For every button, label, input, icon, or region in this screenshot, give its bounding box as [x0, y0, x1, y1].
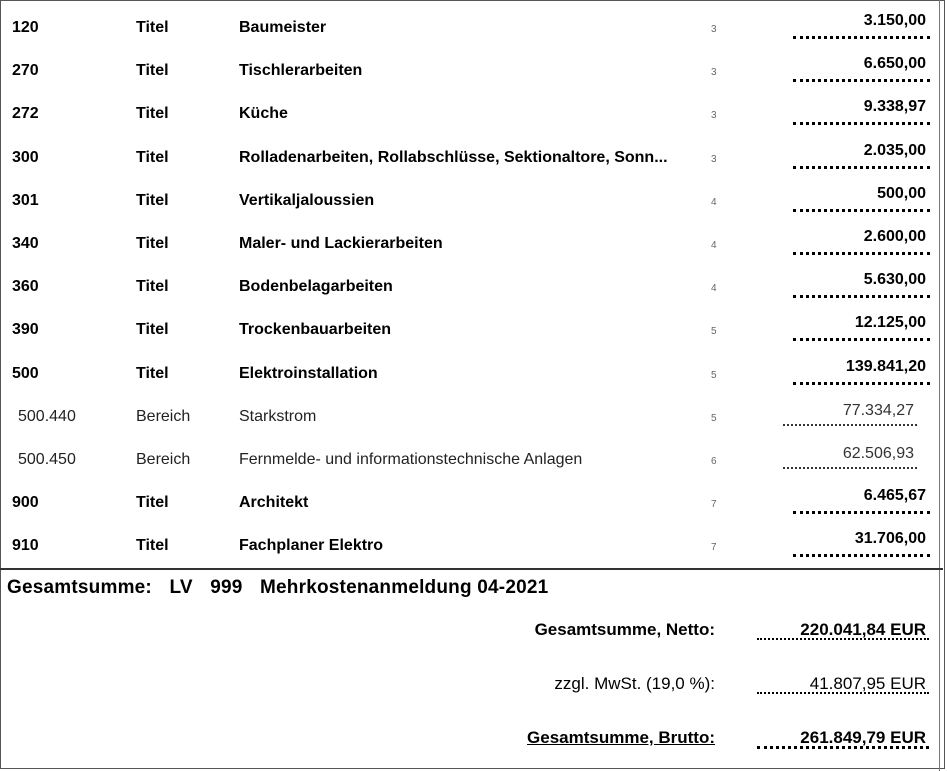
table-row: [0, 224, 940, 267]
row-amount: 6.650,00: [863, 55, 926, 73]
row-page: 6: [711, 456, 717, 467]
row-amount: 62.506,93: [842, 445, 914, 462]
table-row: [0, 51, 940, 94]
row-type: Titel: [136, 148, 169, 166]
row-type: Bereich: [136, 451, 191, 468]
row-name: Architekt: [239, 494, 309, 512]
table-row: [0, 94, 940, 137]
row-type: Titel: [136, 62, 169, 80]
table-row: [0, 440, 940, 483]
mwst-dots: [757, 692, 929, 694]
table-row: [0, 397, 940, 440]
row-page: 4: [711, 196, 717, 208]
row-number: 300: [12, 148, 39, 166]
brutto-value: 261.849,79 EUR: [800, 728, 926, 747]
row-number: 120: [12, 19, 39, 36]
netto-dots: [757, 638, 929, 640]
row-name: Tischlerarbeiten: [239, 62, 363, 80]
row-name: Küche: [239, 105, 288, 123]
summary-heading-lv: LV: [169, 577, 193, 598]
row-type: Titel: [136, 364, 169, 382]
row-number: 360: [12, 278, 39, 296]
row-type: Titel: [136, 191, 169, 209]
summary-heading: [7, 577, 560, 599]
netto-label: Gesamtsumme, Netto:: [534, 620, 715, 639]
amount-dots: [793, 166, 930, 169]
amount-dots: [793, 36, 930, 39]
row-page: 5: [711, 326, 717, 338]
row-type: Titel: [136, 235, 169, 252]
amount-dots: [793, 382, 930, 385]
row-amount: 31.706,00: [854, 530, 926, 548]
row-page: 7: [711, 499, 717, 511]
table-row: [0, 526, 940, 569]
table-row: [0, 8, 940, 51]
row-name: Bodenbelagarbeiten: [239, 278, 393, 296]
row-number: 500.440: [18, 407, 76, 425]
brutto-dots: [757, 746, 929, 749]
row-page: 3: [711, 24, 717, 35]
row-page: 5: [711, 369, 717, 381]
row-amount: 12.125,00: [854, 314, 926, 332]
amount-dots: [793, 554, 930, 557]
row-page: 3: [711, 67, 717, 79]
mwst-value: 41.807,95 EUR: [809, 674, 926, 693]
row-number: 500.450: [18, 451, 76, 468]
summary-heading-number: 999: [210, 577, 243, 598]
row-type: Titel: [136, 494, 169, 512]
amount-dots: [783, 424, 917, 426]
table-row: [0, 310, 940, 353]
row-number: 272: [12, 105, 39, 123]
table-row: [0, 267, 940, 310]
row-amount: 77.334,27: [842, 401, 914, 419]
row-page: 4: [711, 240, 717, 251]
row-number: 340: [12, 235, 39, 252]
table-row: [0, 354, 940, 397]
row-amount: 6.465,67: [863, 487, 926, 505]
summary-divider: [0, 568, 943, 570]
row-number: 500: [12, 364, 39, 382]
mwst-label: zzgl. MwSt. (19,0 %):: [554, 674, 715, 693]
row-amount: 2.035,00: [863, 141, 926, 159]
row-number: 390: [12, 321, 39, 339]
row-number: 301: [12, 191, 39, 209]
row-page: 3: [711, 110, 717, 122]
amount-dots: [793, 79, 930, 82]
amount-dots: [793, 338, 930, 341]
row-name: Rolladenarbeiten, Rollabschlüsse, Sektionaltore, Sonn...: [239, 148, 668, 166]
row-page: 5: [711, 412, 717, 424]
row-amount: 9.338,97: [863, 98, 926, 116]
row-amount: 3.150,00: [863, 12, 926, 29]
row-name: Vertikaljaloussien: [239, 191, 375, 209]
row-name: Baumeister: [239, 19, 327, 36]
row-number: 270: [12, 62, 39, 80]
row-type: Bereich: [136, 407, 191, 425]
row-page: 4: [711, 283, 717, 295]
summary-heading-label: Gesamtsumme:: [7, 577, 152, 598]
row-name: Fernmelde- und informationstechnische Anlagen: [239, 451, 583, 468]
amount-dots: [793, 295, 930, 298]
amount-dots: [783, 467, 917, 469]
row-type: Titel: [136, 19, 169, 36]
table-row: [0, 483, 940, 526]
row-name: Elektroinstallation: [239, 364, 378, 382]
row-page: 3: [711, 153, 717, 165]
row-number: 900: [12, 494, 39, 512]
row-name: Trockenbauarbeiten: [239, 321, 392, 339]
row-page: 7: [711, 542, 717, 554]
summary-heading-name: Mehrkostenanmeldung 04-2021: [260, 577, 549, 598]
row-name: Fachplaner Elektro: [239, 537, 384, 555]
row-name: Starkstrom: [239, 407, 317, 425]
row-type: Titel: [136, 537, 169, 555]
amount-dots: [793, 209, 930, 212]
row-type: Titel: [136, 105, 169, 123]
row-amount: 139.841,20: [845, 357, 926, 375]
row-amount: 2.600,00: [863, 228, 926, 245]
row-name: Maler- und Lackierarbeiten: [239, 235, 443, 252]
row-amount: 500,00: [877, 184, 926, 202]
row-amount: 5.630,00: [863, 271, 926, 289]
table-row: [0, 138, 940, 181]
table-row: [0, 181, 940, 224]
row-type: Titel: [136, 278, 169, 296]
brutto-label: Gesamtsumme, Brutto:: [527, 728, 715, 747]
amount-dots: [793, 122, 930, 125]
amount-dots: [793, 511, 930, 514]
amount-dots: [793, 252, 930, 255]
netto-value: 220.041,84 EUR: [800, 620, 926, 639]
row-number: 910: [12, 537, 39, 555]
row-type: Titel: [136, 321, 169, 339]
